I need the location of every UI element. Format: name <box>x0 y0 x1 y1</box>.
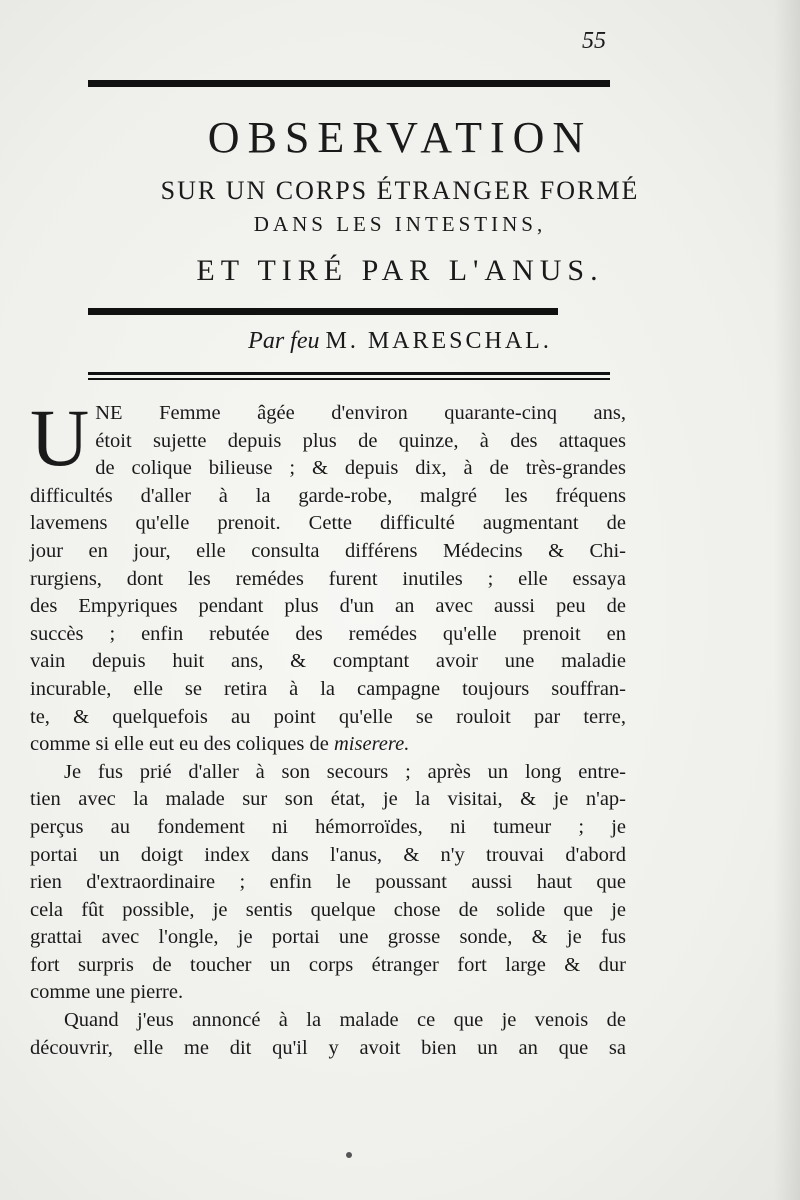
top-rule <box>88 80 610 87</box>
text-line: incurable, elle se retira à la campagne toujours souffran- <box>30 677 626 700</box>
text-line: de colique bilieuse ; & depuis dix, à de très-grandes <box>95 457 626 480</box>
text-line: rurgiens, dont les remédes furent inutiles ; elle essaya <box>30 567 626 590</box>
paragraph-1 <box>30 392 626 759</box>
title-rule <box>88 308 558 315</box>
text-line: cela fût possible, je sentis quelque chose de solide que je <box>30 898 626 921</box>
drop-cap: U <box>30 392 90 483</box>
text-line: rien d'extraordinaire ; enfin le poussant aussi haut que <box>30 871 626 894</box>
subtitle-line-1: SUR UN CORPS ÉTRANGER FORMÉ <box>160 176 640 205</box>
article-title: OBSERVATION <box>207 113 593 162</box>
paragraph-2 <box>30 759 626 1007</box>
text-line: succès ; enfin rebutée des remédes qu'elle prenoit en <box>30 622 626 645</box>
author-name: M. MARESCHAL. <box>325 328 552 354</box>
subtitle-line-3: ET TIRÉ PAR L'ANUS. <box>196 254 604 287</box>
text-line: fort surpris de toucher un corps étranger fort large & dur <box>30 953 626 976</box>
text-line: perçus au fondement ni hémorroïdes, ni tumeur ; je <box>30 815 626 838</box>
author-rule-top <box>88 372 610 375</box>
text-line-last: comme une pierre. <box>30 981 184 1004</box>
page-ornament-dot <box>346 1152 352 1158</box>
text-line: grattai avec l'ongle, je portai une grosse sonde, & je fus <box>30 926 626 949</box>
author-line <box>20 328 780 355</box>
text-line: tien avec la malade sur son état, je la visitai, & je n'ap- <box>30 788 626 811</box>
text-line: étoit sujette depuis plus de quinze, à des attaques <box>95 429 626 452</box>
text-line-last <box>30 731 626 759</box>
text-line: NE Femme âgée d'environ quarante-cinq ans, <box>95 402 626 424</box>
text-line: te, & quelquefois au point qu'elle se rouloit par terre, <box>30 705 626 728</box>
author-prefix: Par feu <box>248 328 320 354</box>
italic-word: miserere. <box>334 733 410 756</box>
text-line: difficultés d'aller à la garde-robe, malgré les fréquens <box>30 484 626 507</box>
paragraph-3 <box>30 1007 626 1062</box>
text-line: des Empyriques pendant plus d'un an avec aussi peu de <box>30 595 626 618</box>
subtitle-line-2: DANS LES INTESTINS, <box>253 212 547 236</box>
text-line: Quand j'eus annoncé à la malade ce que je venois de <box>64 1009 626 1032</box>
article-body <box>30 392 626 1062</box>
text-line: vain depuis huit ans, & comptant avoir une maladie <box>30 650 626 673</box>
text-line: jour en jour, elle consulta différens Médecins & Chi- <box>30 539 626 562</box>
author-rule-bottom <box>88 378 610 380</box>
text-segment: comme si elle eut eu des coliques de <box>30 733 329 756</box>
text-line: découvrir, elle me dit qu'il y avoit bien un an que sa <box>30 1036 626 1059</box>
page-number: 55 <box>582 28 606 54</box>
text-line: Je fus prié d'aller à son secours ; après un long entre- <box>64 760 626 783</box>
text-line: lavemens qu'elle prenoit. Cette difficulté augmentant de <box>30 512 626 535</box>
text-line: portai un doigt index dans l'anus, & n'y trouvai d'abord <box>30 843 626 866</box>
